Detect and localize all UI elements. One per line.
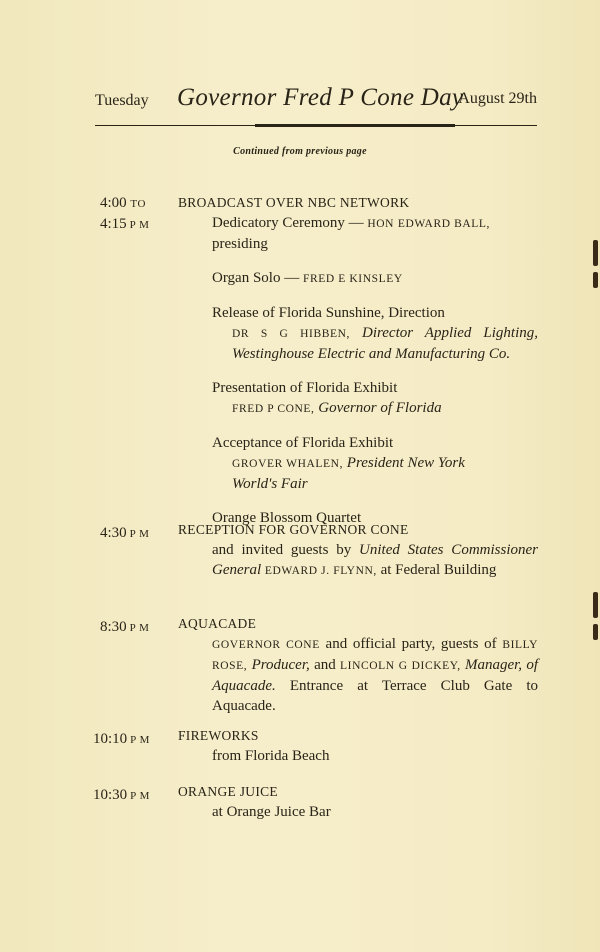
edge-mark: [593, 624, 598, 640]
event-time: 10:10 P M: [93, 731, 150, 747]
ceremony-item: Dedicatory Ceremony — HON EDWARD BALL, presiding: [212, 215, 491, 252]
header-day: Tuesday: [95, 92, 149, 109]
event-body: and invited guests by United States Commissioner General EDWARD J. FLYNN, at Federal Building: [212, 542, 538, 578]
event-body: from Florida Beach: [212, 748, 330, 764]
header-rule-accent: [255, 124, 455, 127]
event-title: FIREWORKS: [178, 728, 259, 743]
event-time: 8:30 P M: [100, 619, 150, 635]
event-body: [212, 213, 538, 542]
event-time: 10:30 P M: [93, 787, 150, 803]
event-title: BROADCAST OVER NBC NETWORK: [178, 195, 410, 210]
page-title: Governor Fred P Cone Day: [177, 84, 464, 111]
header-date: August 29th: [458, 90, 537, 107]
sunshine-item: Release of Florida Sunshine, Direction DR S G HIBBEN, Director Applied Lighting, Westinghouse Electric and Manufacturing Co.: [212, 305, 538, 362]
event-title: RECEPTION FOR GOVERNOR CONE: [178, 522, 409, 537]
event-body: at Orange Juice Bar: [212, 804, 331, 820]
acceptance-item: Acceptance of Florida Exhibit GROVER WHALEN, President New York World's Fair: [212, 435, 465, 492]
event-time: 4:00 TO 4:15 P M: [100, 195, 150, 232]
quartet-item: Orange Blossom Quartet: [212, 510, 362, 526]
event-time: 4:30 P M: [100, 525, 150, 541]
event-body: GOVERNOR CONE and official party, guests of BILLY ROSE, Producer, and LINCOLN G DICKEY, Manager, of Aquacade. Entrance at Terrace Club Gate to Aquacade.: [212, 636, 539, 714]
presentation-item: Presentation of Florida Exhibit FRED P CONE, Governor of Florida: [212, 380, 442, 416]
page-header: [95, 84, 537, 118]
event-title: AQUACADE: [178, 616, 257, 631]
event-title: ORANGE JUICE: [178, 784, 278, 799]
edge-mark: [593, 240, 598, 266]
continued-note: Continued from previous page: [233, 146, 367, 157]
edge-mark: [593, 272, 598, 288]
edge-mark: [593, 592, 598, 618]
organ-item: Organ Solo — FRED E KINSLEY: [212, 270, 403, 286]
